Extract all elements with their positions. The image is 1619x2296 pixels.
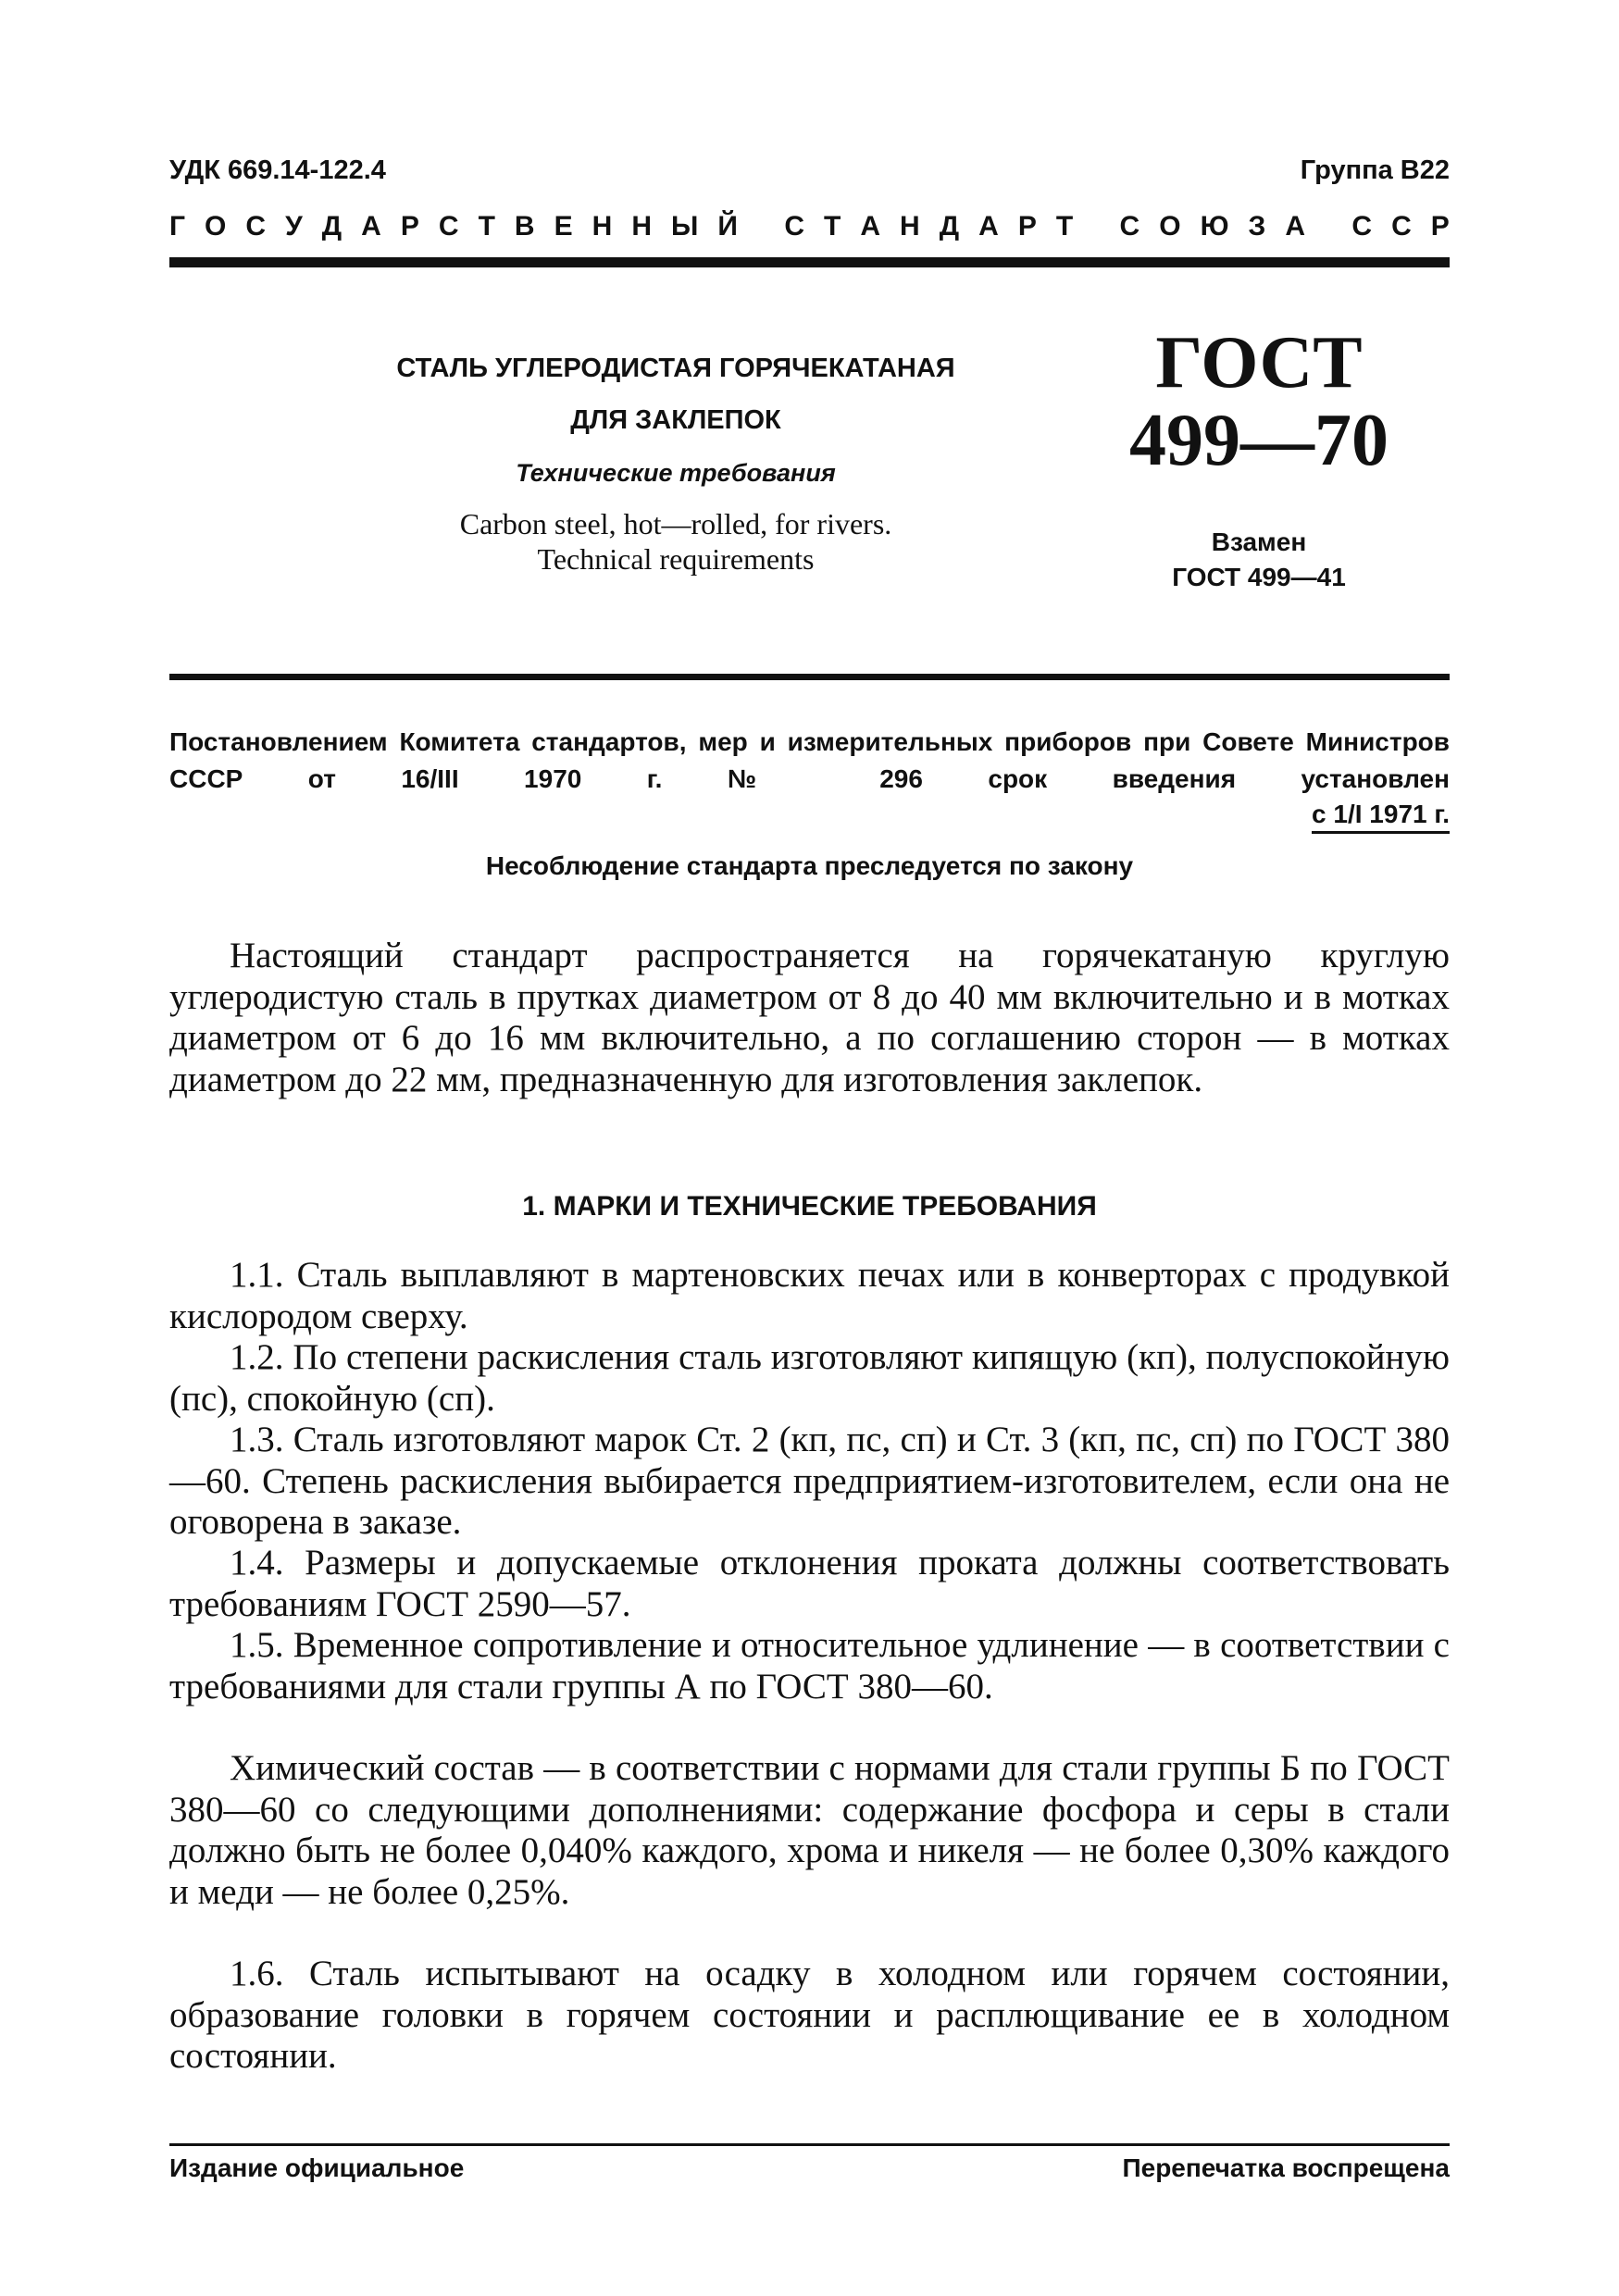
title-block (278, 350, 1074, 577)
header-rule (169, 257, 1450, 267)
title-line-1: СТАЛЬ УГЛЕРОДИСТАЯ ГОРЯЧЕКАТАНАЯ (396, 354, 955, 383)
decree-text: Постановлением Комитета стандартов, мер и измерительных приборов при Совете Министров СССР от 16/III 1970 г. № 296 срок введения установлен (169, 727, 1450, 793)
heading-letter: З (1248, 211, 1266, 242)
title-line-2: ДЛЯ ЗАКЛЕПОК (570, 405, 781, 435)
heading-letter: С (1351, 211, 1373, 242)
gost-number: 499—70 (1129, 400, 1389, 481)
law-notice: Несоблюдение стандарта преследуется по закону (485, 851, 1134, 880)
heading-letter: С (784, 211, 804, 242)
heading-letter: Т (1055, 211, 1074, 242)
heading-letter: С (1119, 211, 1140, 242)
footer-reprint-prohibited: Перепечатка воспрещена (1122, 2153, 1450, 2182)
subtitle: Технические требования (516, 459, 836, 487)
heading-letter: Р (1017, 211, 1037, 242)
heading-letter: С (438, 211, 459, 242)
replaces-label: Взамен (1211, 527, 1307, 556)
english-title-line-1: Carbon steel, hot—rolled, for rivers. (459, 507, 892, 540)
heading-letter: Н (592, 211, 613, 242)
heading-letter: Ы (671, 211, 699, 242)
heading-letter: Т (478, 211, 495, 242)
heading-letter: О (205, 211, 227, 242)
heading-letter: О (1159, 211, 1181, 242)
heading-letter: А (1285, 211, 1306, 242)
heading-letter: Д (939, 211, 960, 242)
decree-date: с 1/I 1971 г. (1312, 798, 1450, 834)
heading-letter: Е (554, 211, 573, 242)
clause-1-3: 1.3. Сталь изготовляют марок Ст. 2 (кп, пс, сп) и Ст. 3 (кп, пс, сп) по ГОСТ 380—60. Степень раскисления выбирается предприятием-изготовителем, если она не оговорена в заказе. (169, 1420, 1450, 1542)
footer-official-edition: Издание официальное (169, 2153, 465, 2182)
gost-block (1083, 324, 1435, 592)
group-code: Группа В22 (1300, 155, 1450, 185)
state-standard-heading (169, 211, 1450, 242)
heading-letter: Ю (1200, 211, 1229, 242)
udk-code: УДК 669.14-122.4 (169, 155, 386, 185)
clause-1-5: 1.5. Временное сопротивление и относительное удлинение — в соответствии с требованиями для стали группы А по ГОСТ 380—60. (169, 1625, 1450, 1706)
heading-letter: А (860, 211, 881, 242)
clause-1-1: 1.1. Сталь выплавляют в мартеновских печах или в конверторах с продувкой кислородом сверху. (169, 1255, 1450, 1336)
clause-1-2: 1.2. По степени раскисления сталь изготовляют кипящую (кп), полуспокойную (пс), спокойную (сп). (169, 1337, 1450, 1419)
intro-paragraph: Настоящий стандарт распространяется на горячекатаную круглую углеродистую сталь в прутках диаметром от 8 до 40 мм включительно и в мотках диаметром от 6 до 16 мм включительно, а по соглашению сторон — в мотках диаметром до 22 мм, предназначенную для изготовления заклепок. (169, 936, 1450, 1099)
clause-1-4: 1.4. Размеры и допускаемые отклонения проката должны соответствовать требованиям ГОСТ 2590—57. (169, 1543, 1450, 1624)
gost-label: ГОСТ (1155, 322, 1363, 403)
heading-letter: С (1391, 211, 1412, 242)
heading-letter: Р (400, 211, 419, 242)
heading-letter: Г (169, 211, 186, 242)
title-rule (169, 674, 1450, 680)
heading-letter: Т (824, 211, 841, 242)
heading-letter (757, 211, 765, 242)
clause-1-6: 1.6. Сталь испытывают на осадку в холодном или горячем состоянии, образование головки в горячем состоянии и расплющивание ее в холодном состоянии. (169, 1954, 1450, 2076)
heading-letter: Н (900, 211, 920, 242)
heading-letter: У (285, 211, 303, 242)
heading-letter: С (245, 211, 267, 242)
heading-letter: В (514, 211, 535, 242)
heading-letter: Д (321, 211, 342, 242)
heading-letter: Р (1430, 211, 1450, 242)
heading-letter (1325, 211, 1332, 242)
replaces-value: ГОСТ 499—41 (1172, 563, 1346, 591)
heading-letter: А (978, 211, 999, 242)
heading-letter: Н (631, 211, 652, 242)
heading-letter: Й (717, 211, 738, 242)
footer-rule (169, 2143, 1450, 2146)
heading-letter: А (361, 211, 381, 242)
english-title-line-2: Technical requirements (537, 542, 815, 576)
chemical-composition: Химический состав — в соответствии с нормами для стали группы Б по ГОСТ 380—60 со следующими дополнениями: содержание фосфора и серы в стали должно быть не более 0,040% каждого, хрома и никеля — не более 0,30% каждого и меди — не более 0,25%. (169, 1748, 1450, 1912)
heading-letter (1092, 211, 1100, 242)
section-title: 1. МАРКИ И ТЕХНИЧЕСКИЕ ТРЕБОВАНИЯ (522, 1191, 1097, 1222)
